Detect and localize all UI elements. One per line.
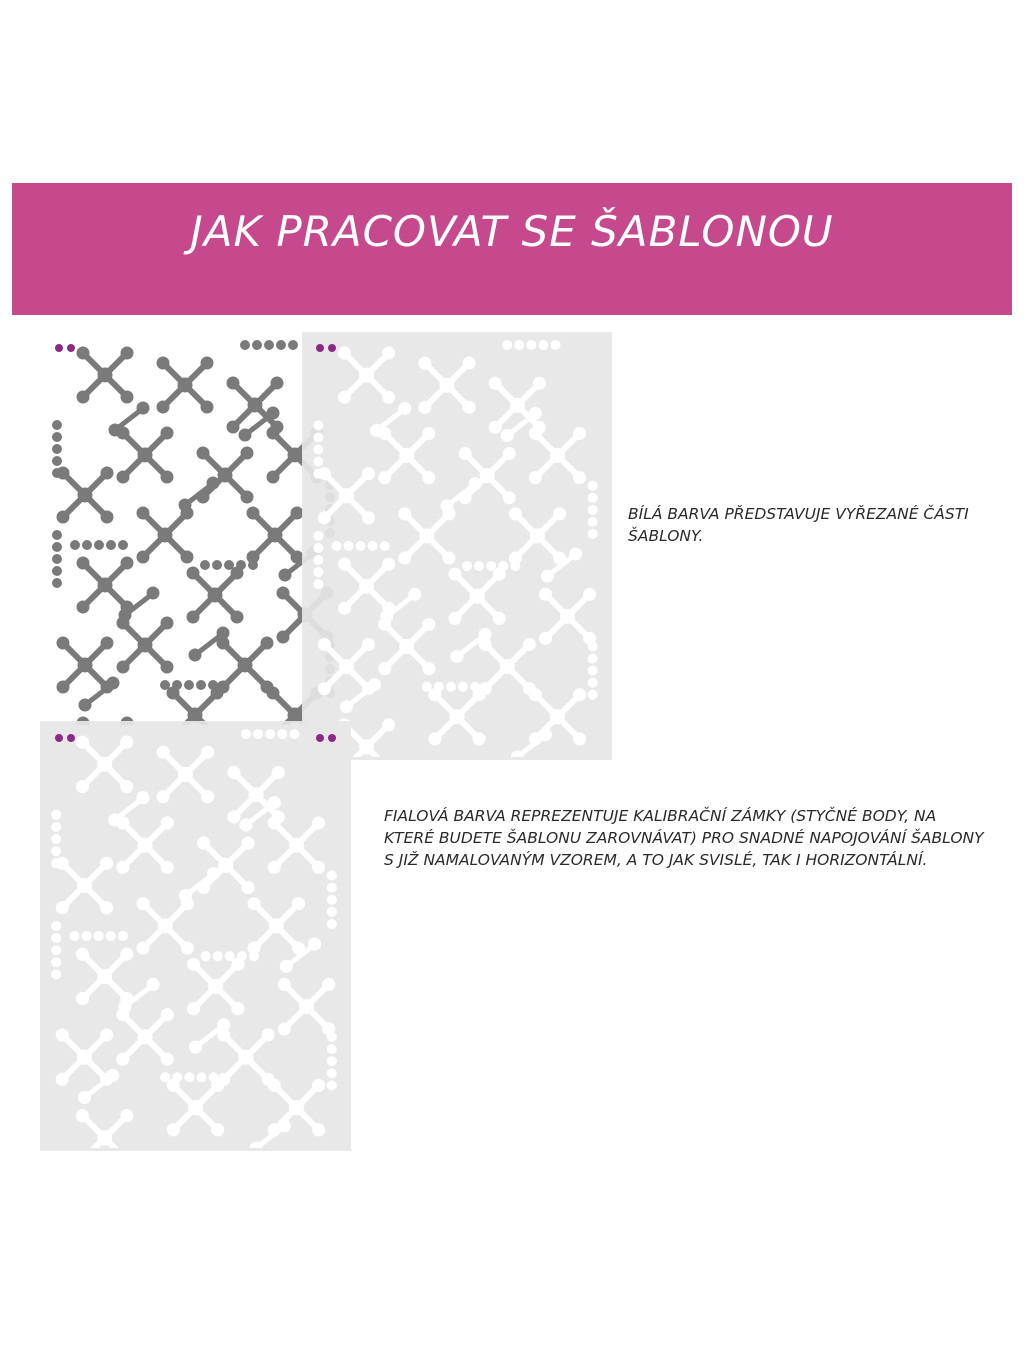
calibration-dot <box>55 734 63 742</box>
calibration-dot <box>55 344 63 352</box>
note-white-color: BÍLÁ BARVA PŘEDSTAVUJE VYŘEZANÉ ČÁSTI ŠABLONY. <box>628 505 969 545</box>
calibration-dot <box>328 344 336 352</box>
painted-pattern <box>53 341 335 774</box>
calibration-dot <box>316 344 324 352</box>
calibration-dot <box>328 734 336 742</box>
calibration-dot <box>67 344 75 352</box>
page-title: JAK PRACOVAT SE ŠABLONOU <box>190 207 834 257</box>
calibration-dot <box>67 734 75 742</box>
note-purple-color: FIALOVÁ BARVA REPREZENTUJE KALIBRAČNÍ ZÁMKY (STYČNÉ BODY, NA KTERÉ BUDETE ŠABLONU ZAROVNÁVAT) PRO SNADNÉ NAPOJOVÁNÍ ŠABLONY S JIŽ NAMALOVANÝM VZOREM, A TO JAK SVISLÉ, TAK I HORIZONTÁLNÍ. <box>384 807 984 869</box>
calibration-dot <box>316 734 324 742</box>
